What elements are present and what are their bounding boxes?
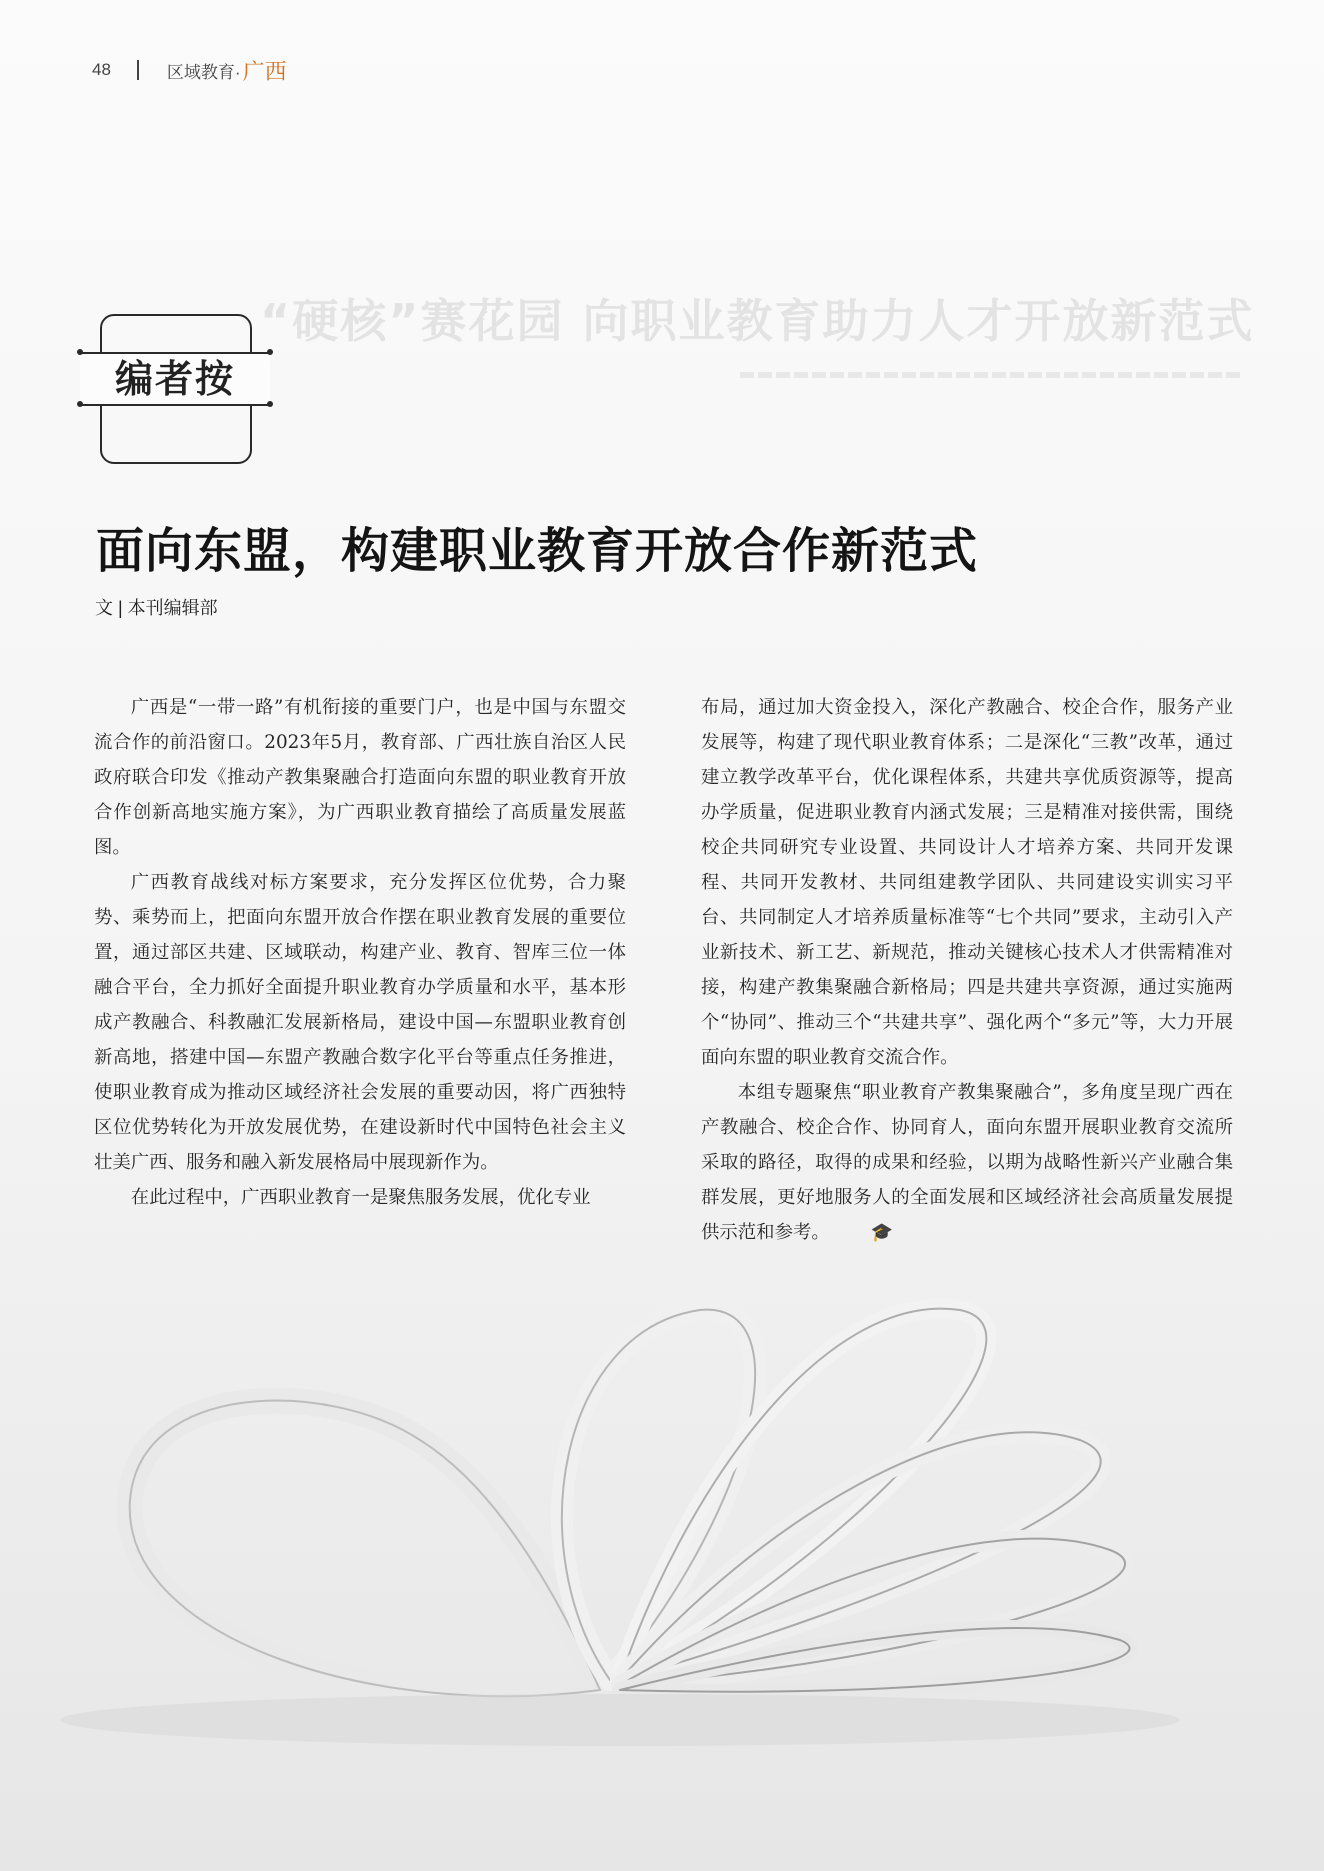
paragraph [701, 1075, 1233, 1250]
article-byline: 文 | 本刊编辑部 [95, 598, 218, 618]
page-number: 48 [92, 60, 111, 79]
paragraph: 在此过程中，广西职业教育一是聚焦服务发展，优化专业 [130, 1187, 591, 1208]
graduation-cap-icon: 🎓 [870, 1222, 893, 1243]
section-name: 区域教育· [166, 62, 241, 82]
body-column-right [701, 690, 1233, 1250]
body-column-left [94, 690, 626, 1215]
ghost-heading: “硬核”赛花园 向职业教育助力人才开放新范式 [260, 294, 1255, 348]
editor-note-badge [80, 310, 280, 470]
badge-label: 编者按 [114, 356, 235, 401]
paragraph: 布局，通过加大资金投入，深化产教融合、校企合作，服务产业发展等，构建了现代职业教育体系；二是深化“三教”改革，通过建立教学改革平台，优化课程体系，共建共享优质资源等，提高办学质量，促进职业教育内涵式发展；三是精准对接供需，围绕校企共同研究专业设置、共同设计人才培养方案、共同开发课程、共同开发教材、共同组建教学团队、共同建设实训实习平台、共同制定人才培养质量标准等“七个共同”要求，主动引入产业新技术、新工艺、新规范，推动关键核心技术人才供需精准对接，构建产教集聚融合新格局；四是共建共享资源，通过实施两个“协同”、推动三个“共建共享”、强化两个“多元”等，大力开展面向东盟的职业教育交流合作。 [701, 697, 1233, 1068]
page-header [92, 54, 287, 86]
article-title: 面向东盟，构建职业教育开放合作新范式 [96, 523, 979, 579]
header-divider [137, 60, 139, 80]
paragraph: 广西教育战线对标方案要求，充分发挥区位优势，合力聚势、乘势而上，把面向东盟开放合作摆在职业教育发展的重要位置，通过部区共建、区域联动，构建产业、教育、智库三位一体融合平台，全力抓好全面提升职业教育办学质量和水平，基本形成产教融合、科教融汇发展新格局，建设中国—东盟职业教育创新高地，搭建中国—东盟产教融合数字化平台等重点任务推进，使职业教育成为推动区域经济社会发展的重要动因，将广西独特区位优势转化为开放发展优势，在建设新时代中国特色社会主义壮美广西、服务和融入新发展格局中展现新作为。 [94, 872, 626, 1173]
ghost-subtitle-rule [740, 372, 1240, 378]
region-name: 广西 [242, 58, 287, 84]
paragraph-text: 本组专题聚焦“职业教育产教集聚融合”，多角度呈现广西在产教融合、校企合作、协同育人，面向东盟开展职业教育交流所采取的路径，取得的成果和经验，以期为战略性新兴产业融合集群发展，更好地服务人的全面发展和区域经济社会高质量发展提供示范和参考。 [701, 1082, 1233, 1243]
paragraph: 广西是“一带一路”有机衔接的重要门户，也是中国与东盟交流合作的前沿窗口。2023年5月，教育部、广西壮族自治区人民政府联合印发《推动产教集聚融合打造面向东盟的职业教育开放合作创新高地实施方案》，为广西职业教育描绘了高质量发展蓝图。 [94, 697, 626, 858]
